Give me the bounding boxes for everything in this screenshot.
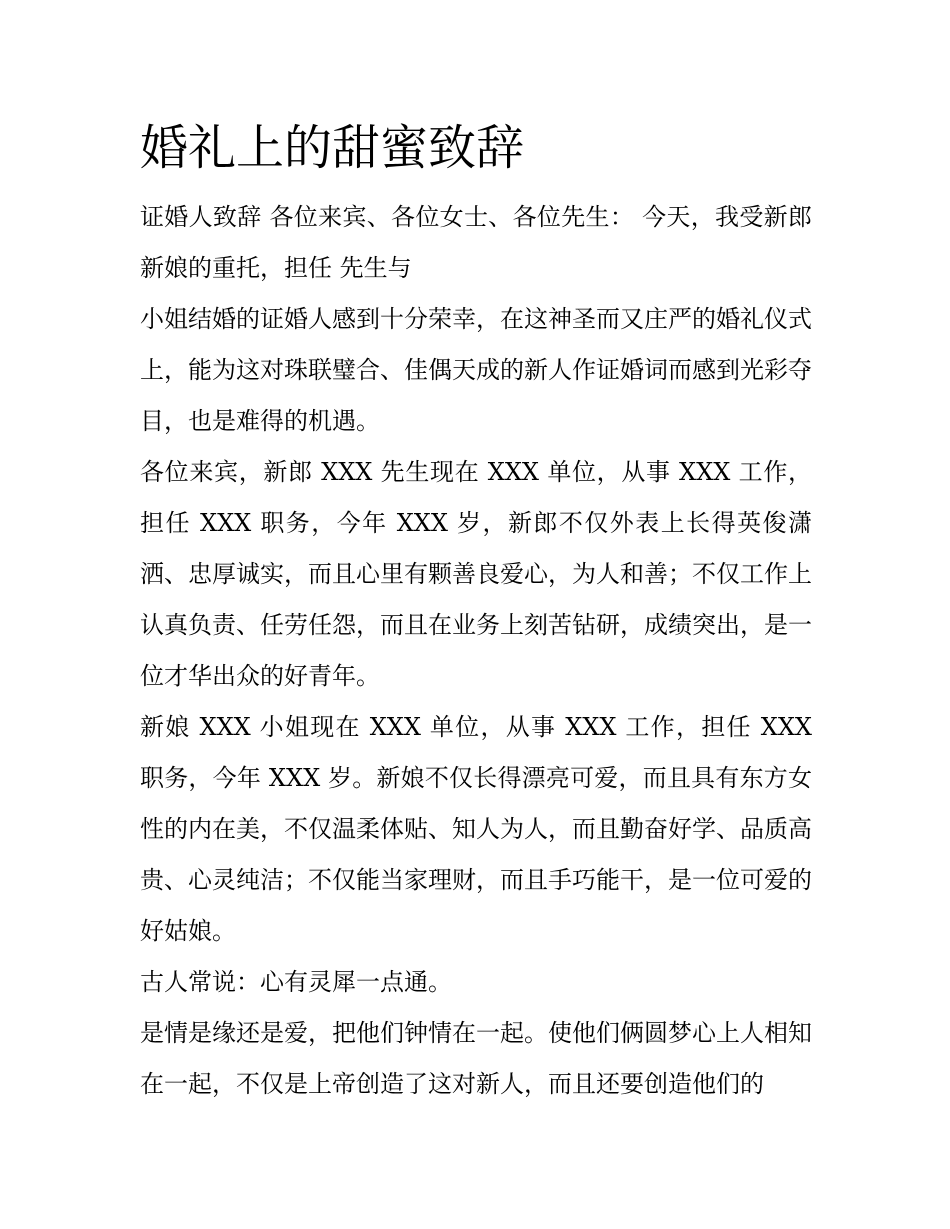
paragraph-4: 新娘 XXX 小姐现在 XXX 单位，从事 XXX 工作，担任 XXX 职务，今年 XXX 岁。新娘不仅长得漂亮可爱，而且具有东方女性的内在美，不仅温柔体贴、知人为人，而且勤奋好学、品质高贵、心灵纯洁；不仅能当家理财，而且手巧能干，是一位可爱的好姑娘。: [140, 713, 812, 945]
paragraph-2: 小姐结婚的证婚人感到十分荣幸，在这神圣而又庄严的婚礼仪式上，能为这对珠联璧合、佳偶天成的新人作证婚词而感到光彩夺目，也是难得的机遇。: [140, 305, 812, 435]
paragraph-5: 古人常说：心有灵犀一点通。: [140, 968, 452, 996]
paragraph-6: 是情是缘还是爱，把他们钟情在一起。使他们俩圆梦心上人相知在一起，不仅是上帝创造了这对新人，而且还要创造他们的: [140, 1019, 812, 1098]
paragraph-3: 各位来宾，新郎 XXX 先生现在 XXX 单位，从事 XXX 工作，担任 XXX 职务，今年 XXX 岁，新郎不仅外表上长得英俊潇洒、忠厚诚实，而且心里有颗善良爱心，为人和善；不仅工作上认真负责、任劳任怨，而且在业务上刻苦钻研，成绩突出，是一位才华出众的好青年。: [140, 458, 812, 690]
document-title: 婚礼上的甜蜜致辞: [140, 120, 525, 176]
document-page: [140, 112, 812, 1110]
paragraph-1: 证婚人致辞 各位来宾、各位女士、各位先生： 今天，我受新郎新娘的重托，担任 先生与: [140, 203, 812, 282]
